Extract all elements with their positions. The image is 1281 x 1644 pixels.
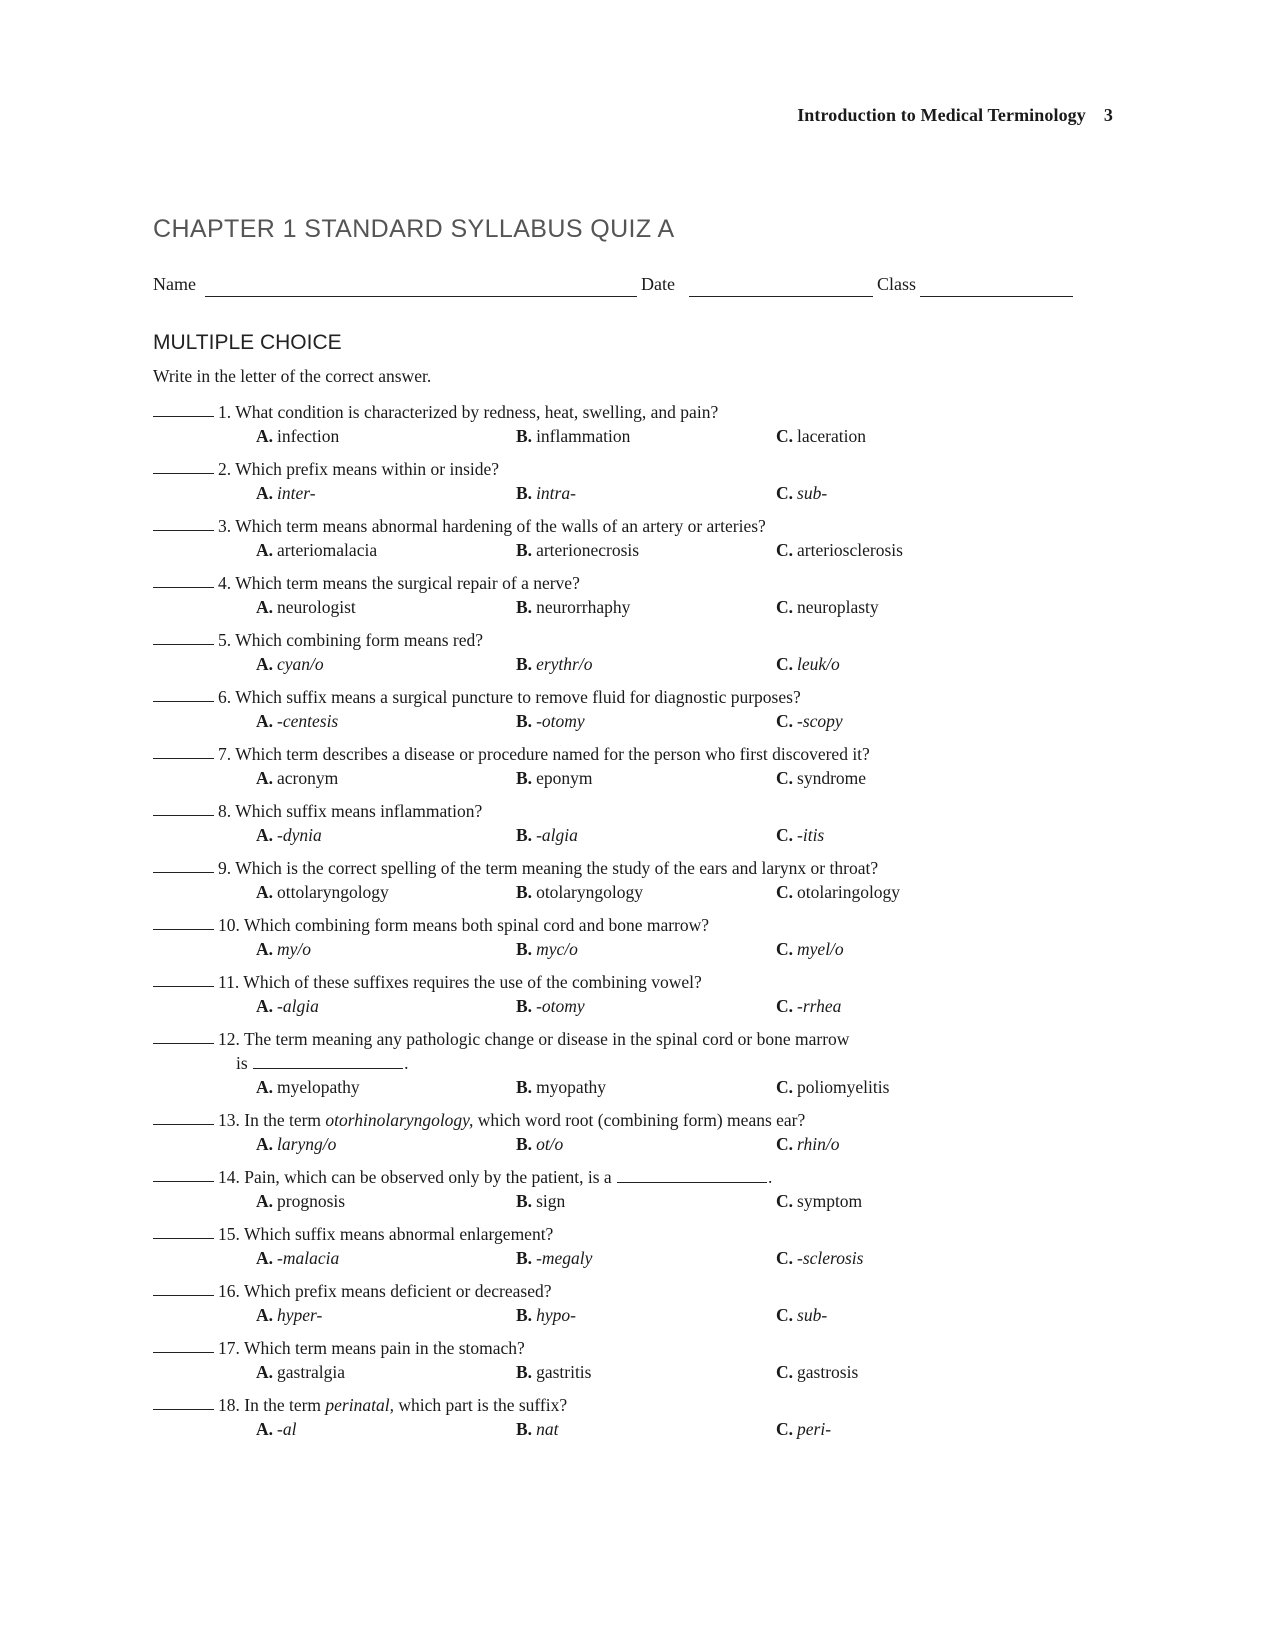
answer-options	[153, 994, 1153, 1018]
question-number: 16.	[218, 1281, 240, 1301]
option-letter: B.	[516, 1191, 533, 1211]
option-text: -centesis	[277, 711, 339, 731]
option-a[interactable]	[256, 481, 316, 505]
option-letter: B.	[516, 1134, 533, 1154]
option-text: -malacia	[277, 1248, 340, 1268]
question-stem	[218, 1279, 1153, 1303]
option-text: otolaringology	[797, 882, 901, 902]
option-text: gastrosis	[797, 1362, 859, 1382]
section-title: MULTIPLE CHOICE	[153, 331, 342, 354]
answer-blank[interactable]	[153, 758, 214, 759]
question-number: 5.	[218, 630, 232, 650]
question-stem	[218, 856, 1153, 880]
answer-options	[153, 1189, 1153, 1213]
running-head	[0, 105, 1113, 126]
option-c[interactable]	[776, 1189, 862, 1213]
option-letter: A.	[256, 939, 274, 959]
question-number: 14.	[218, 1167, 240, 1187]
option-text: cyan/o	[277, 654, 324, 674]
option-letter: C.	[776, 426, 794, 446]
question	[153, 1222, 1153, 1270]
option-letter: C.	[776, 540, 794, 560]
question	[153, 685, 1153, 733]
page-number: 3	[1103, 105, 1113, 125]
question-number: 3.	[218, 516, 232, 536]
class-field[interactable]	[920, 296, 1073, 297]
option-text: hyper-	[277, 1305, 323, 1325]
option-letter: B.	[516, 882, 533, 902]
option-letter: C.	[776, 483, 794, 503]
question-text: Which suffix means inflammation?	[235, 801, 483, 821]
question-list	[153, 400, 1153, 1450]
option-text: laceration	[797, 426, 866, 446]
option-c[interactable]	[776, 481, 827, 505]
question-number: 15.	[218, 1224, 240, 1244]
option-a[interactable]	[256, 880, 389, 904]
question-stem	[218, 1027, 1153, 1075]
option-text: neurologist	[277, 597, 356, 617]
question-text: which part is the suffix?	[398, 1395, 568, 1415]
option-text: -algia	[536, 825, 578, 845]
answer-options	[153, 538, 1153, 562]
question-text: which word root (combining form) means ear?	[477, 1110, 806, 1130]
answer-options	[153, 1246, 1153, 1270]
question	[153, 1165, 1153, 1213]
option-letter: B.	[516, 996, 533, 1016]
question-stem	[218, 457, 1153, 481]
question-number: 9.	[218, 858, 232, 878]
option-letter: A.	[256, 882, 274, 902]
question-text: Which term means abnormal hardening of the walls of an artery or arteries?	[235, 516, 766, 536]
option-a[interactable]	[256, 709, 338, 733]
question-text: Pain, which can be observed only by the patient, is a	[244, 1167, 612, 1187]
question	[153, 1027, 1153, 1099]
option-c[interactable]	[776, 880, 900, 904]
question-stem	[218, 742, 1153, 766]
option-letter: A.	[256, 1248, 274, 1268]
name-label: Name	[153, 274, 196, 294]
option-b[interactable]	[516, 880, 643, 904]
option-text: neuroplasty	[797, 597, 879, 617]
question-stem	[218, 1165, 1153, 1189]
question-stem	[218, 571, 1153, 595]
question-text: Which term means pain in the stomach?	[243, 1338, 525, 1358]
option-letter: B.	[516, 597, 533, 617]
question-stem	[218, 970, 1153, 994]
question-number: 11.	[218, 972, 240, 992]
option-text: myc/o	[536, 939, 578, 959]
option-a[interactable]	[256, 937, 311, 961]
question	[153, 571, 1153, 619]
answer-options	[153, 1132, 1153, 1156]
option-letter: C.	[776, 1305, 794, 1325]
option-letter: A.	[256, 1419, 274, 1439]
option-text: nat	[536, 1419, 559, 1439]
answer-blank[interactable]	[153, 1181, 214, 1182]
question-term: perinatal,	[325, 1395, 394, 1415]
option-letter: A.	[256, 825, 274, 845]
question-term: otorhinolaryngology,	[325, 1110, 474, 1130]
question	[153, 628, 1153, 676]
option-letter: A.	[256, 597, 274, 617]
option-letter: C.	[776, 768, 794, 788]
question	[153, 970, 1153, 1018]
question-stem	[218, 400, 1153, 424]
option-text: -dynia	[277, 825, 322, 845]
option-b[interactable]	[516, 481, 576, 505]
option-text: myopathy	[536, 1077, 607, 1097]
option-c[interactable]	[776, 1246, 863, 1270]
answer-blank[interactable]	[153, 815, 214, 816]
fill-in-blank[interactable]	[617, 1168, 767, 1183]
option-a[interactable]	[256, 823, 322, 847]
option-letter: A.	[256, 1134, 274, 1154]
answer-blank[interactable]	[153, 1238, 214, 1239]
question	[153, 1393, 1153, 1441]
option-a[interactable]	[256, 1132, 336, 1156]
option-letter: C.	[776, 882, 794, 902]
question	[153, 457, 1153, 505]
option-text: -algia	[277, 996, 319, 1016]
option-b[interactable]	[516, 823, 578, 847]
option-b[interactable]	[516, 1132, 563, 1156]
option-b[interactable]	[516, 1075, 606, 1099]
option-text: peri-	[797, 1419, 832, 1439]
running-head-title: Introduction to Medical Terminology	[797, 105, 1086, 125]
option-text: hypo-	[536, 1305, 576, 1325]
answer-options	[153, 1303, 1153, 1327]
option-c[interactable]	[776, 538, 903, 562]
fill-in-blank[interactable]	[253, 1054, 403, 1069]
question-number: 1.	[218, 402, 232, 422]
answer-options	[153, 1360, 1153, 1384]
answer-options	[153, 766, 1153, 790]
question-number: 8.	[218, 801, 232, 821]
option-c[interactable]	[776, 424, 866, 448]
option-a[interactable]	[256, 652, 324, 676]
question-number: 17.	[218, 1338, 240, 1358]
question-stem	[218, 628, 1153, 652]
name-field[interactable]	[205, 296, 637, 297]
option-text: myelopathy	[277, 1077, 360, 1097]
option-text: arteriomalacia	[277, 540, 378, 560]
option-b[interactable]	[516, 1417, 558, 1441]
answer-options	[153, 709, 1153, 733]
date-label: Date	[641, 274, 675, 294]
option-a[interactable]	[256, 595, 356, 619]
option-letter: A.	[256, 1191, 274, 1211]
option-letter: C.	[776, 1419, 794, 1439]
question-stem	[218, 799, 1153, 823]
option-b[interactable]	[516, 937, 578, 961]
option-text: inter-	[277, 483, 316, 503]
option-b[interactable]	[516, 709, 585, 733]
option-c[interactable]	[776, 1417, 831, 1441]
option-text: poliomyelitis	[797, 1077, 890, 1097]
answer-options	[153, 880, 1153, 904]
option-c[interactable]	[776, 652, 840, 676]
option-c[interactable]	[776, 1075, 889, 1099]
question-number: 6.	[218, 687, 232, 707]
option-letter: B.	[516, 483, 533, 503]
question	[153, 1336, 1153, 1384]
answer-blank[interactable]	[153, 644, 214, 645]
option-text: arterionecrosis	[536, 540, 640, 560]
question-number: 2.	[218, 459, 232, 479]
option-text: my/o	[277, 939, 312, 959]
question-stem	[218, 913, 1153, 937]
option-text: -al	[277, 1419, 297, 1439]
option-c[interactable]	[776, 709, 843, 733]
option-letter: B.	[516, 1248, 533, 1268]
option-letter: B.	[516, 426, 533, 446]
option-text: intra-	[536, 483, 576, 503]
question-text: Which prefix means deficient or decreased?	[243, 1281, 552, 1301]
option-text: -rrhea	[797, 996, 842, 1016]
option-text: erythr/o	[536, 654, 593, 674]
option-text: -otomy	[536, 711, 585, 731]
answer-options	[153, 937, 1153, 961]
option-a[interactable]	[256, 1189, 345, 1213]
option-text: ot/o	[536, 1134, 564, 1154]
option-text: laryng/o	[277, 1134, 337, 1154]
question-end-punct: .	[768, 1167, 773, 1187]
option-letter: A.	[256, 768, 274, 788]
option-c[interactable]	[776, 994, 841, 1018]
question-end-punct: .	[404, 1053, 409, 1073]
answer-blank[interactable]	[153, 416, 214, 417]
answer-blank[interactable]	[153, 929, 214, 930]
option-text: -sclerosis	[797, 1248, 864, 1268]
question	[153, 1279, 1153, 1327]
question-text-continued: is	[236, 1053, 248, 1073]
answer-blank[interactable]	[153, 587, 214, 588]
option-a[interactable]	[256, 1075, 360, 1099]
option-text: syndrome	[797, 768, 867, 788]
date-field[interactable]	[689, 296, 873, 297]
answer-blank[interactable]	[153, 872, 214, 873]
option-letter: B.	[516, 939, 533, 959]
question-text: Which of these suffixes requires the use of the combining vowel?	[243, 972, 702, 992]
question-number: 10.	[218, 915, 240, 935]
option-a[interactable]	[256, 994, 319, 1018]
question-text: What condition is characterized by redness, heat, swelling, and pain?	[235, 402, 719, 422]
option-letter: B.	[516, 825, 533, 845]
option-letter: B.	[516, 1305, 533, 1325]
question	[153, 913, 1153, 961]
question-number: 4.	[218, 573, 232, 593]
answer-options	[153, 481, 1153, 505]
option-text: sign	[536, 1191, 566, 1211]
option-c[interactable]	[776, 937, 844, 961]
question-text: Which suffix means a surgical puncture to remove fluid for diagnostic purposes?	[235, 687, 801, 707]
option-a[interactable]	[256, 538, 377, 562]
answer-options	[153, 1417, 1153, 1441]
option-letter: B.	[516, 1077, 533, 1097]
question-text: Which term means the surgical repair of a nerve?	[235, 573, 580, 593]
option-text: myel/o	[797, 939, 844, 959]
option-letter: A.	[256, 654, 274, 674]
question-text: In the term	[244, 1395, 322, 1415]
answer-options	[153, 652, 1153, 676]
option-text: neurorrhaphy	[536, 597, 631, 617]
option-letter: C.	[776, 1191, 794, 1211]
question-text: Which term describes a disease or procedure named for the person who first discovered it?	[235, 744, 870, 764]
option-b[interactable]	[516, 994, 585, 1018]
option-b[interactable]	[516, 766, 592, 790]
option-c[interactable]	[776, 1303, 827, 1327]
answer-blank[interactable]	[153, 1124, 214, 1125]
option-text: -megaly	[536, 1248, 593, 1268]
answer-options	[153, 424, 1153, 448]
question-stem	[218, 1336, 1153, 1360]
question	[153, 742, 1153, 790]
answer-blank[interactable]	[153, 701, 214, 702]
option-b[interactable]	[516, 1189, 565, 1213]
option-b[interactable]	[516, 538, 639, 562]
option-letter: C.	[776, 597, 794, 617]
question-number: 13.	[218, 1110, 240, 1130]
option-letter: A.	[256, 540, 274, 560]
option-letter: B.	[516, 654, 533, 674]
question-text: Which prefix means within or inside?	[235, 459, 500, 479]
answer-blank[interactable]	[153, 1409, 214, 1410]
option-text: gastritis	[536, 1362, 592, 1382]
option-b[interactable]	[516, 1360, 591, 1384]
question-number: 12.	[218, 1029, 240, 1049]
option-text: -otomy	[536, 996, 585, 1016]
question-stem	[218, 1393, 1153, 1417]
answer-blank[interactable]	[153, 986, 214, 987]
option-letter: B.	[516, 1419, 533, 1439]
option-text: infection	[277, 426, 340, 446]
option-text: sub-	[797, 483, 828, 503]
option-letter: A.	[256, 1362, 274, 1382]
answer-options	[153, 595, 1153, 619]
question-text: Which is the correct spelling of the term meaning the study of the ears and larynx or throat?	[235, 858, 879, 878]
question-number: 7.	[218, 744, 232, 764]
question-text: Which combining form means red?	[235, 630, 484, 650]
question-stem	[218, 1108, 1153, 1132]
answer-options	[153, 1075, 1153, 1099]
option-c[interactable]	[776, 595, 879, 619]
option-letter: B.	[516, 540, 533, 560]
option-a[interactable]	[256, 766, 338, 790]
option-letter: B.	[516, 768, 533, 788]
option-letter: A.	[256, 996, 274, 1016]
option-text: rhin/o	[797, 1134, 840, 1154]
question	[153, 799, 1153, 847]
option-letter: C.	[776, 1362, 794, 1382]
instructions: Write in the letter of the correct answer.	[153, 366, 432, 386]
answer-options	[153, 823, 1153, 847]
option-letter: C.	[776, 1248, 794, 1268]
option-letter: C.	[776, 1134, 794, 1154]
option-letter: C.	[776, 939, 794, 959]
option-c[interactable]	[776, 1360, 858, 1384]
question-stem	[218, 1222, 1153, 1246]
option-letter: B.	[516, 711, 533, 731]
question	[153, 856, 1153, 904]
option-text: arteriosclerosis	[797, 540, 903, 560]
option-letter: C.	[776, 1077, 794, 1097]
option-c[interactable]	[776, 766, 866, 790]
option-a[interactable]	[256, 1303, 322, 1327]
option-text: -itis	[797, 825, 825, 845]
option-text: symptom	[797, 1191, 863, 1211]
option-a[interactable]	[256, 1360, 345, 1384]
option-b[interactable]	[516, 424, 630, 448]
answer-blank[interactable]	[153, 473, 214, 474]
option-a[interactable]	[256, 1417, 296, 1441]
option-letter: A.	[256, 1077, 274, 1097]
quiz-title: CHAPTER 1 STANDARD SYLLABUS QUIZ A	[153, 215, 675, 243]
question-stem	[218, 514, 1153, 538]
option-text: ottolaryngology	[277, 882, 389, 902]
question-text: In the term	[244, 1110, 322, 1130]
class-label: Class	[877, 274, 917, 294]
question	[153, 514, 1153, 562]
option-letter: C.	[776, 654, 794, 674]
option-b[interactable]	[516, 595, 630, 619]
option-letter: B.	[516, 1362, 533, 1382]
answer-blank[interactable]	[153, 1352, 214, 1353]
option-c[interactable]	[776, 1132, 839, 1156]
option-text: prognosis	[277, 1191, 346, 1211]
option-a[interactable]	[256, 424, 339, 448]
option-text: leuk/o	[797, 654, 840, 674]
option-letter: C.	[776, 996, 794, 1016]
answer-blank[interactable]	[153, 530, 214, 531]
student-info-row	[153, 274, 1073, 300]
question-text: Which suffix means abnormal enlargement?	[243, 1224, 554, 1244]
option-text: gastralgia	[277, 1362, 346, 1382]
option-letter: C.	[776, 825, 794, 845]
question-text: The term meaning any pathologic change or disease in the spinal cord or bone marrow	[243, 1029, 850, 1049]
option-a[interactable]	[256, 1246, 339, 1270]
option-letter: C.	[776, 711, 794, 731]
option-text: inflammation	[536, 426, 631, 446]
question	[153, 1108, 1153, 1156]
question-stem	[218, 685, 1153, 709]
option-b[interactable]	[516, 1246, 592, 1270]
option-text: eponym	[536, 768, 593, 788]
question-number: 18.	[218, 1395, 240, 1415]
option-text: otolaryngology	[536, 882, 643, 902]
option-b[interactable]	[516, 1303, 576, 1327]
option-letter: A.	[256, 483, 274, 503]
question-text: Which combining form means both spinal cord and bone marrow?	[243, 915, 710, 935]
option-text: acronym	[277, 768, 339, 788]
answer-blank[interactable]	[153, 1295, 214, 1296]
option-letter: A.	[256, 426, 274, 446]
option-text: sub-	[797, 1305, 828, 1325]
option-c[interactable]	[776, 823, 824, 847]
option-b[interactable]	[516, 652, 592, 676]
option-letter: A.	[256, 1305, 274, 1325]
option-text: -scopy	[797, 711, 843, 731]
option-letter: A.	[256, 711, 274, 731]
answer-blank[interactable]	[153, 1043, 214, 1044]
question	[153, 400, 1153, 448]
